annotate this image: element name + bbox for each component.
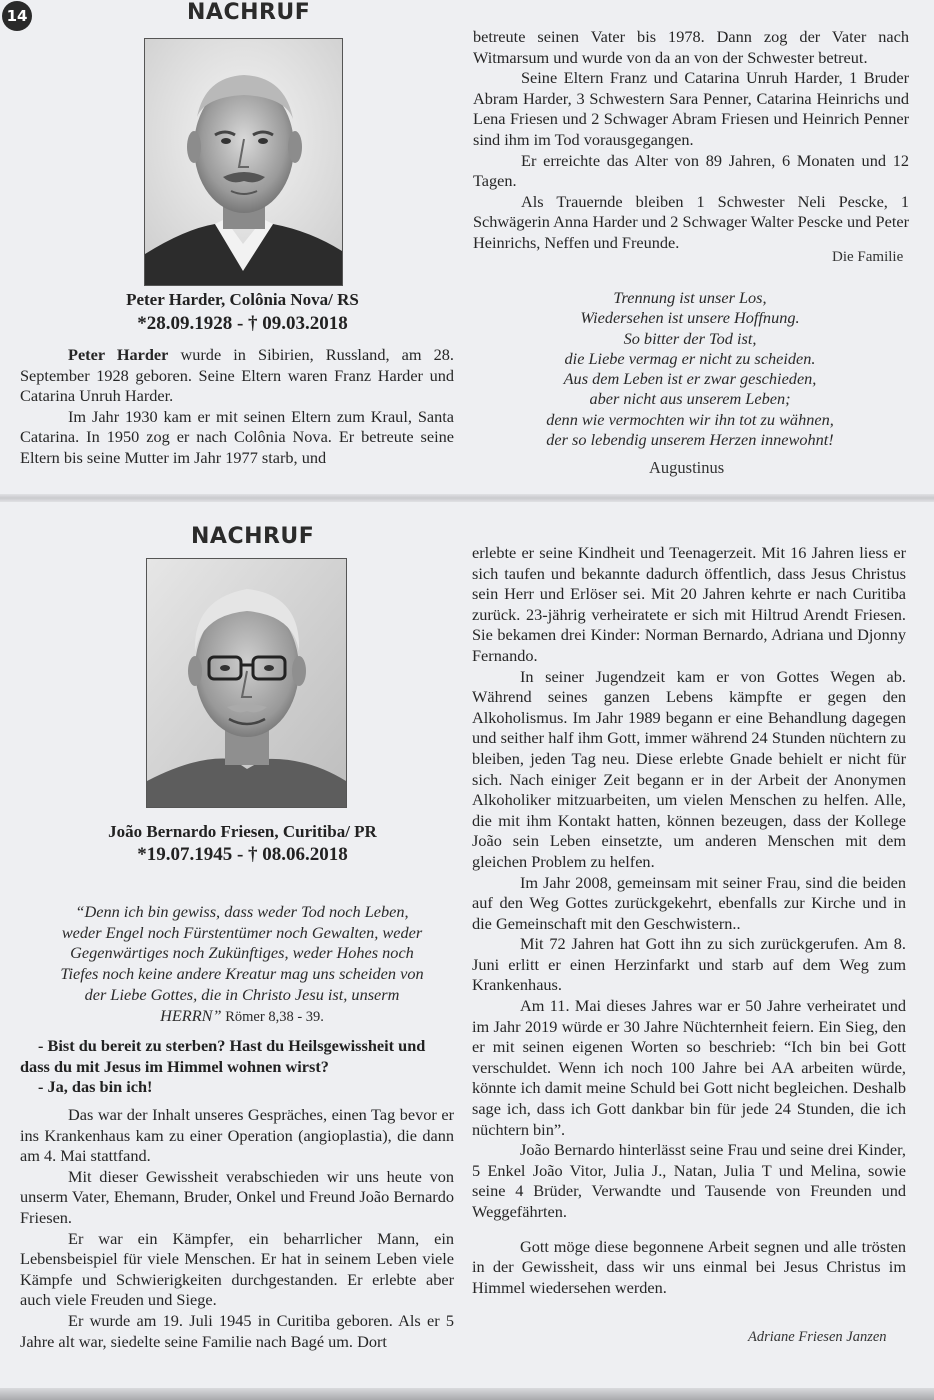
obit2-question: - Bist du bereit zu sterben? Hast du Heilsgewissheit und dass du mit Jesus im Himmel wohnen wirst? bbox=[20, 1036, 426, 1076]
obit2-left-column bbox=[20, 1105, 454, 1352]
quote-last-line bbox=[22, 1006, 462, 1028]
obit2-left-paragraph-2: Mit dieser Gewissheit verabschieden wir uns heute von unserm Vater, Ehemann, Bruder, Onkel und Freund João Bernardo Friesen. bbox=[20, 1166, 454, 1227]
obit1-heading: NACHRUF bbox=[187, 0, 311, 25]
obit1-right-paragraph-4: Als Trauernde bleiben 1 Schwester Neli Pescke, 1 Schwägerin Anna Harder und 2 Schwager Walter Pescke und Peter Heinrichs, Neffen und Freunde. bbox=[473, 191, 909, 252]
quote-reference: Römer 8,38 - 39. bbox=[221, 1008, 324, 1025]
obit1-right-paragraph-2: Seine Eltern Franz und Catarina Unruh Harder, 1 Bruder Abram Harder, 3 Schwestern Sara Penner, Catarina Heinrichs und Lena Friesen und 2 Schwager Abram Friesen und Heinrich Penner sind ihm im Tod vorausgegangen. bbox=[473, 68, 909, 149]
obit2-right-paragraph-1: erlebte er seine Kindheit und Teenagerzeit. Mit 16 Jahren liess er sich taufen und bekannte dadurch öffentlich, dass Jesus Christus sein Herr und Erlöser sei. Mit 20 Jahren kehrte er nach Curitiba zurück. 23-jährig verheiratete er sich mit Hiltrud Arendt Friesen. Sie bekamen drei Kinder: Norman Bernardo, Adriana und Djonny Fernando. bbox=[472, 543, 906, 665]
quote-line: Tiefes noch keine andere Kreatur mag uns scheiden von bbox=[60, 964, 424, 984]
obit1-left-column bbox=[20, 345, 454, 469]
obit1-left-paragraph-1-text: wurde in Sibirien, Russland, am 28. September 1928 geboren. Seine Eltern waren Franz Harder und Catarina Unruh Harder. bbox=[20, 345, 454, 406]
obit2-right-paragraph-6: João Bernardo hinterlässt seine Frau und seine drei Kinder, 5 Enkel João Vitor, Julia J., Natan, Julia T und Melina, sowie seine 4 Brüder, Verwandte und Tausende von Freunden und Weggefährten. bbox=[472, 1140, 906, 1221]
obit2-right-column bbox=[472, 543, 906, 1298]
poem-line: So bitter der Tod ist, bbox=[623, 328, 757, 348]
obit2-right-paragraph-5: Am 11. Mai dieses Jahres war er 50 Jahre verheiratet und im Jahr 2019 würde er 30 Jahre Nüchternheit feiern. Ein Sieg, den er mit seinen eigenen Worten so beschrieb: “Ich bin bei Gott verschuldet. Wenn ich noch 100 Jahre bei AA arbeiten würde, könnte ich damit meine Schuld bei Gott nicht begleichen. Deshalb sage ich, dass ich Gott dankbar bin für jede 24 Stunden, die ich nüchtern bin”. bbox=[472, 996, 906, 1139]
poem-line: Aus dem Leben ist er zwar geschieden, bbox=[563, 369, 817, 389]
obit1-poem-author: Augustinus bbox=[649, 458, 725, 477]
page-bottom-edge bbox=[0, 1388, 934, 1400]
obit1-portrait-photo bbox=[144, 38, 343, 286]
obit2-left-paragraph-4: Er wurde am 19. Juli 1945 in Curitiba geboren. Als er 5 Jahre alt war, siedelte seine Familie nach Bagé um. Dort bbox=[20, 1310, 454, 1351]
obit2-name-line: João Bernardo Friesen, Curitiba/ PR bbox=[108, 822, 377, 841]
quote-line: “Denn ich bin gewiss, dass weder Tod noch Leben, bbox=[75, 902, 409, 921]
obit1-poem bbox=[500, 288, 880, 450]
obit2-author-signature: Adriane Friesen Janzen bbox=[748, 1329, 887, 1345]
obit1-right-paragraph-3: Er erreichte das Alter von 89 Jahren, 6 Monaten und 12 Tagen. bbox=[473, 150, 909, 191]
poem-line: Trennung ist unser Los, bbox=[613, 288, 767, 307]
section-divider bbox=[0, 494, 934, 502]
obit2-right-paragraph-2: In seiner Jugendzeit kam er von Gottes Wegen ab. Während seines ganzen Lebens kämpfte er gegen den Alkoholismus. Im Jahr 1989 begann er eine Behandlung dagegen und seither half ihm Gott, immer während 24 Stunden nüchtern zu bleiben, jeden Tag neu. Diese erlebte Gnade behielt er nicht für sich. Nach einiger Zeit begann er in der Arbeit der Anonymen Alkoholiker mitzuarbeiten, um vielen Menschen zu helfen. Alle, die mit ihm Kontakt hatten, können bezeugen, dass der Kollege João sein Leben einsetzte, um anderen Menschen mit dem gleichen Problem zu helfen. bbox=[472, 666, 906, 871]
quote-line: der Liebe Gottes, die in Christo Jesu ist, unserm bbox=[84, 984, 400, 1004]
quote-line: Gegenwärtiges noch Zukünftiges, weder Hohes noch bbox=[70, 943, 414, 963]
portrait-elderly-man-image bbox=[145, 39, 342, 285]
obit2-question-block bbox=[20, 1036, 454, 1098]
page-number: 14 bbox=[6, 7, 28, 25]
obit1-name-line: Peter Harder, Colônia Nova/ RS bbox=[126, 290, 359, 309]
obit2-closing-paragraph: Gott möge diese begonnene Arbeit segnen und alle trösten in der Gewissheit, dass wir uns einmal bei Jesus Christus im Himmel wiedersehen werden. bbox=[472, 1236, 906, 1297]
obit2-answer: - Ja, das bin ich! bbox=[38, 1077, 153, 1096]
quote-last: HERRN” bbox=[160, 1005, 222, 1025]
obit1-bold-name: Peter Harder bbox=[68, 345, 169, 364]
quote-line: weder Engel noch Fürstentümer noch Gewalten, weder bbox=[61, 922, 423, 942]
obit1-dates: *28.09.1928 - † 09.03.2018 bbox=[137, 313, 348, 334]
obit1-left-paragraph-2: Im Jahr 1930 kam er mit seinen Eltern zum Kraul, Santa Catarina. In 1950 zog er nach Colônia Nova. Er betreute seine Eltern bis seine Mutter im Jahr 1977 starb, und bbox=[20, 406, 454, 467]
obit2-right-paragraph-3: Im Jahr 2008, gemeinsam mit seiner Frau, sind die beiden auf den Weg Gottes zurückgekehrt, ebenfalls zur Kirche und in die Gemeinschaft mit den Geschwistern.. bbox=[472, 872, 906, 933]
poem-line: der so lebendig unserem Herzen innewohnt! bbox=[546, 430, 834, 450]
obit1-right-paragraph-1: betreute seinen Vater bis 1978. Dann zog der Vater nach Witmarsum und wurde von da an von der Schwester betreut. bbox=[473, 27, 909, 67]
poem-line: Wiedersehen ist unsere Hoffnung. bbox=[580, 308, 800, 328]
poem-line: die Liebe vermag er nicht zu scheiden. bbox=[564, 348, 816, 368]
obit2-dates: *19.07.1945 - † 08.06.2018 bbox=[137, 844, 348, 865]
obit2-heading: NACHRUF bbox=[191, 524, 315, 549]
obit2-left-paragraph-1: Das war der Inhalt unseres Gespräches, einen Tag bevor er ins Krankenhaus kam zu einer Operation (angioplastia), die dann am 4. Mai stattfand. bbox=[20, 1105, 454, 1166]
obit2-portrait-photo bbox=[146, 558, 347, 808]
obit1-right-column bbox=[473, 27, 909, 254]
obit2-right-paragraph-4: Mit 72 Jahren hat Gott ihn zu sich zurückgerufen. Am 8. Juni erlitt er einen Herzinfarkt und starb auf dem Weg zum Krankenhaus. bbox=[472, 934, 906, 995]
page-number-badge bbox=[2, 1, 32, 31]
portrait-man-with-glasses-image bbox=[147, 559, 346, 807]
poem-line: aber nicht aus unserem Leben; bbox=[589, 389, 791, 409]
obit1-left-paragraph-1 bbox=[20, 345, 454, 407]
obit2-bible-quote bbox=[22, 902, 462, 1027]
obit2-left-paragraph-3: Er war ein Kämpfer, ein beharrlicher Mann, ein Lebensbeispiel für viele Menschen. Er hat in seinem Leben viele Kämpfe und Schwierigkeiten durchgestanden. Er erlebte aber auch viele Freuden und Siege. bbox=[20, 1228, 454, 1310]
obit1-family-signature: Die Familie bbox=[832, 249, 904, 265]
poem-line: denn wie vermochten wir ihn tot zu wähnen, bbox=[546, 409, 834, 429]
